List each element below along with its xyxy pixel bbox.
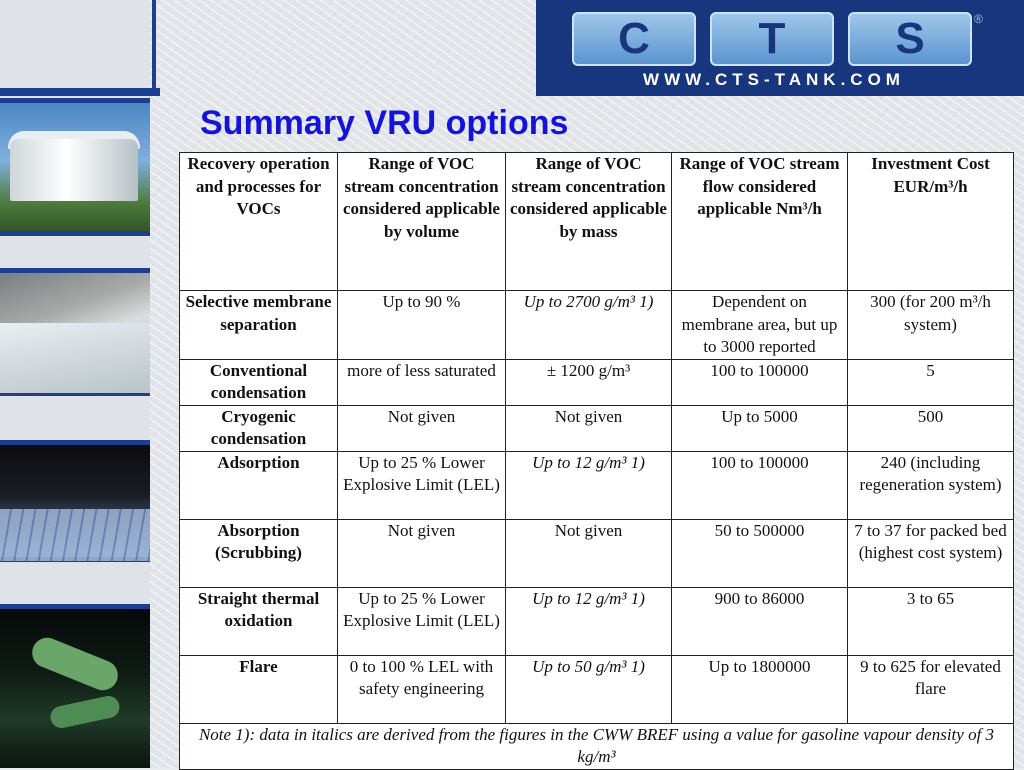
table-header-row (180, 153, 1014, 291)
table-cell: 500 (848, 405, 1014, 451)
row-label-cell: Straight thermal oxidation (180, 587, 338, 655)
storage-tank-photo (0, 98, 150, 236)
logo-letters (572, 12, 972, 66)
table-cell: 0 to 100 % LEL with safety engineering (338, 655, 506, 723)
registered-mark: ® (974, 12, 983, 26)
roof-panels (0, 509, 150, 561)
column-header: Range of VOC stream concentration considered applicable by volume (338, 153, 506, 291)
table-cell: 7 to 37 for packed bed (highest cost system) (848, 519, 1014, 587)
table-cell: Up to 2700 g/m³ 1) (506, 291, 672, 360)
piping-photo (0, 604, 150, 768)
table-cell: Up to 90 % (338, 291, 506, 360)
tank-body (10, 139, 138, 201)
row-label-cell: Adsorption (180, 451, 338, 519)
table-note-row (180, 723, 1014, 769)
header-divider (152, 0, 156, 96)
table-row (180, 587, 1014, 655)
vru-table-container (179, 152, 1013, 770)
column-header: Recovery operation and processes for VOCs (180, 153, 338, 291)
table-row (180, 291, 1014, 360)
table-cell: 240 (including regeneration system) (848, 451, 1014, 519)
header-accent-bar (0, 88, 160, 96)
table-row (180, 451, 1014, 519)
column-header: Range of VOC stream flow considered applicable Nm³/h (672, 153, 848, 291)
table-cell: Up to 50 g/m³ 1) (506, 655, 672, 723)
floating-roof-photo (0, 268, 150, 396)
table-cell: Up to 12 g/m³ 1) (506, 587, 672, 655)
logo-letter: C (572, 12, 696, 66)
table-cell: Up to 12 g/m³ 1) (506, 451, 672, 519)
column-header: Range of VOC stream concentration considered applicable by mass (506, 153, 672, 291)
table-row (180, 359, 1014, 405)
table-cell: Up to 5000 (672, 405, 848, 451)
row-label-cell: Conventional condensation (180, 359, 338, 405)
row-label-cell: Flare (180, 655, 338, 723)
table-cell: 50 to 500000 (672, 519, 848, 587)
column-header: Investment Cost EUR/m³/h (848, 153, 1014, 291)
row-label-cell: Cryogenic condensation (180, 405, 338, 451)
table-cell: 3 to 65 (848, 587, 1014, 655)
roof-deck (0, 323, 150, 393)
table-cell: 5 (848, 359, 1014, 405)
table-cell: Not given (506, 405, 672, 451)
table-cell: Up to 25 % Lower Explosive Limit (LEL) (338, 587, 506, 655)
table-cell: 300 (for 200 m³/h system) (848, 291, 1014, 360)
tank-interior-photo (0, 440, 150, 562)
vru-options-table (179, 152, 1014, 770)
table-cell: 100 to 100000 (672, 451, 848, 519)
row-label-cell: Absorption (Scrubbing) (180, 519, 338, 587)
table-cell: more of less saturated (338, 359, 506, 405)
table-cell: Dependent on membrane area, but up to 3000 reported (672, 291, 848, 360)
cts-logo (536, 0, 1024, 96)
table-row (180, 655, 1014, 723)
table-cell: ± 1200 g/m³ (506, 359, 672, 405)
table-cell: Not given (506, 519, 672, 587)
row-label-cell: Selective membrane separation (180, 291, 338, 360)
logo-url: WWW.CTS-TANK.COM (643, 70, 905, 89)
table-cell: Not given (338, 519, 506, 587)
table-row (180, 519, 1014, 587)
table-cell: Up to 25 % Lower Explosive Limit (LEL) (338, 451, 506, 519)
page-title: Summary VRU options (200, 104, 569, 142)
table-cell: Not given (338, 405, 506, 451)
table-cell: 100 to 100000 (672, 359, 848, 405)
pipe (28, 633, 123, 695)
table-cell: Up to 1800000 (672, 655, 848, 723)
table-cell: 9 to 625 for elevated flare (848, 655, 1014, 723)
table-footnote: Note 1): data in italics are derived from the figures in the CWW BREF using a value for gasoline vapour density of 3 kg/m³ (180, 723, 1014, 769)
pipe (48, 694, 121, 730)
header-band (0, 0, 1024, 96)
table-cell: 900 to 86000 (672, 587, 848, 655)
logo-letter: T (710, 12, 834, 66)
logo-letter: S (848, 12, 972, 66)
table-row (180, 405, 1014, 451)
